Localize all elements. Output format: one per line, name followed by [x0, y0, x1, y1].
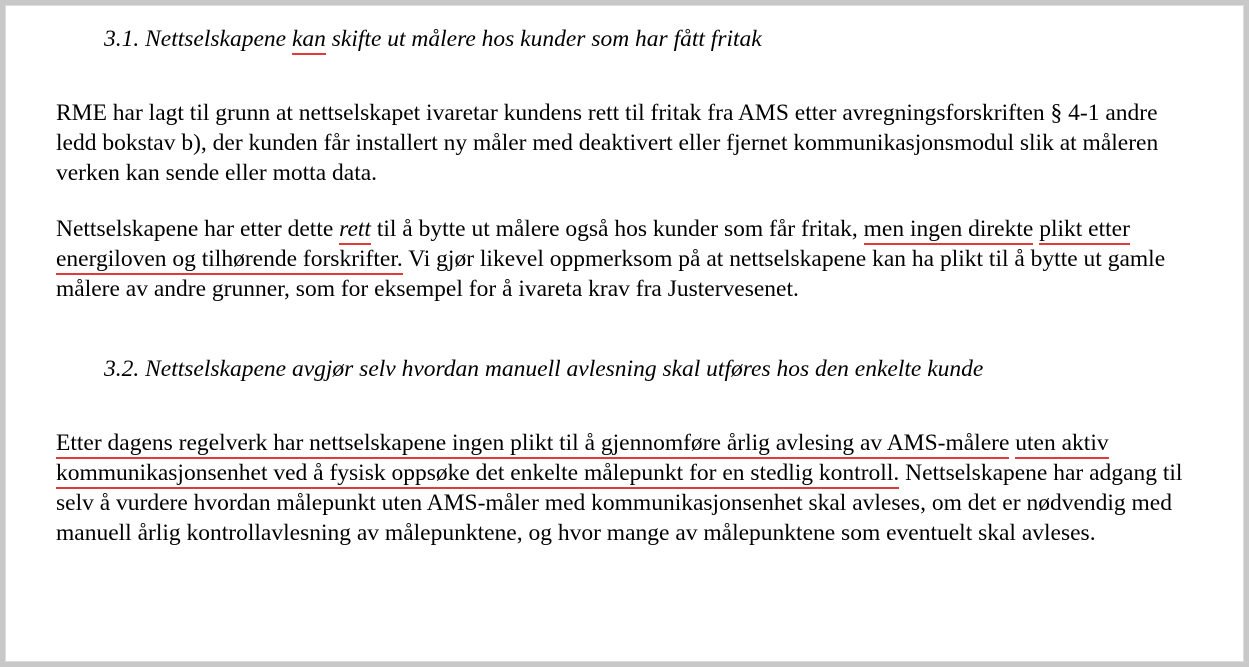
- spacer: [56, 188, 1199, 214]
- section-title-pre-3-1: Nettselskapene: [139, 26, 292, 52]
- document-page: [5, 5, 1244, 662]
- spacer: [56, 386, 1199, 428]
- section-number-3-1: 3.1.: [104, 26, 140, 52]
- annotation-underline-kan: kan: [292, 26, 326, 55]
- annotation-underline-plikt-forskrifter: plikt etter energiloven og tilhørende forskrifter.: [56, 216, 1130, 275]
- section-title-post-3-1: skifte ut målere hos kunder som har fått fritak: [325, 26, 762, 52]
- paragraph-3-1-1: RME har lagt til grunn at nettselskapet ivaretar kundens rett til fritak fra AMS etter avregningsforskriften § 4-1 andre ledd bokstav b), der kunden får installert ny måler med deaktivert eller fjernet kommunikasjonsmodul slik at måleren verken kan sende eller motta data.: [56, 99, 1159, 186]
- annotation-underline-uten-aktiv-kommunikasjonsenhet: uten aktiv kommunikasjonsenhet ved å fysisk oppsøke det enkelte målepunkt for en stedlig kontroll.: [56, 430, 1109, 489]
- annotation-underline-rett: rett: [339, 216, 371, 245]
- section-heading-3-1: [56, 24, 1199, 56]
- annotation-underline-etter-dagens-regelverk: Etter dagens regelverk har nettselskapene ingen plikt til å gjennomføre årlig avlesing av AMS-målere: [56, 430, 1009, 459]
- section-heading-3-2: [56, 354, 1199, 386]
- paragraph-3-2-1: [56, 428, 1199, 548]
- section-number-3-2: 3.2.: [104, 356, 140, 383]
- spacer: [56, 304, 1199, 354]
- paragraph-3-2-1-tail: Nettselskapene har adgang til selv å vurdere hvordan målepunkt uten AMS-måler med kommunikasjonsenhet skal avleses, om det er nødvendig med manuell årlig kontrollavlesning av målepunktene, og hvor mange av målepunktene som eventuelt skal avleses.: [56, 459, 1183, 547]
- paragraph-3-1-2: [56, 214, 1199, 304]
- paragraph-3-1-2-tail: Vi gjør likevel oppmerksom på at nettselskapene kan ha plikt til å bytte ut gamle målere av andre grunner, som for eksempel for å ivareta krav fra Justervesenet.: [56, 246, 1166, 303]
- annotation-underline-men-ingen-direkte: men ingen direkte: [864, 216, 1034, 245]
- paragraph-3-1-2-lead: Nettselskapene har etter dette: [56, 215, 340, 242]
- document-content: [6, 6, 1243, 548]
- section-title-3-2: Nettselskapene avgjør selv hvordan manuell avlesning skal utføres hos den enkelte kunde: [139, 356, 984, 383]
- spacer: [56, 56, 1199, 98]
- paragraph-3-1-2-mid: til å bytte ut målere også hos kunder som får fritak,: [370, 215, 864, 242]
